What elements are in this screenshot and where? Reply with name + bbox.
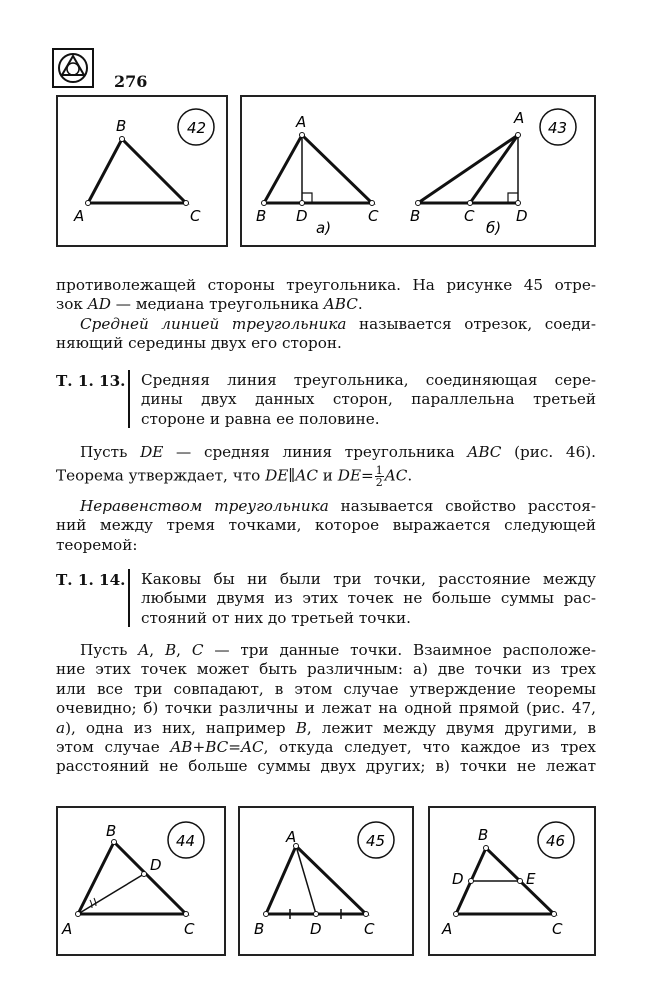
label-a: A [296, 113, 307, 131]
figure-45-drawing [238, 806, 414, 956]
label-d: D [516, 207, 528, 225]
text-line: стояний от них до третьей точки. [141, 608, 411, 627]
text-line: Каковы бы ни были три точки, расстояние между [141, 570, 596, 588]
text-line: теоремой: [56, 535, 138, 554]
figure-43-drawing [240, 95, 596, 247]
theorem-divider [128, 370, 130, 428]
label-c: C [184, 920, 195, 938]
label-b: B [256, 207, 267, 225]
text-line: этом случае AB+BC=AC, откуда следует, что каждое из трех [56, 738, 596, 757]
text-line: ние этих точек может быть различным: а) две точки из трех [56, 660, 596, 679]
figure-42-number: 42 [187, 119, 207, 137]
text-line: противолежащей стороны треугольника. На рисунке 45 отре- [56, 276, 596, 294]
text-line: Неравенством треугольника называется свойство расстоя- [80, 497, 596, 515]
figure-42-drawing [56, 95, 228, 247]
label-e: E [526, 870, 536, 888]
theorem-label: Т. 1. 13. [56, 372, 126, 390]
label-b: B [254, 920, 265, 938]
text-line: любыми двумя из этих точек не больше суммы рас- [141, 589, 596, 608]
label-d: D [150, 856, 162, 874]
triangle-circle-logo-icon [52, 48, 94, 88]
label-a: A [74, 207, 85, 225]
figure-45-number: 45 [366, 832, 386, 850]
label-b: B [478, 826, 489, 844]
text-line: очевидно; б) точки различны и лежат на одной прямой (рис. 47, [56, 699, 596, 718]
figure-44-drawing [56, 806, 226, 956]
page-number: 276 [114, 72, 148, 91]
figure-44-number: 44 [176, 832, 196, 850]
label-c: C [190, 207, 201, 225]
text-line: Пусть A, B, C — три данные точки. Взаимное расположе- [80, 641, 597, 659]
text-line: Пусть DE — средняя линия треугольника ABC (рис. 46). [80, 443, 597, 461]
sub-caption-b: б) [486, 219, 502, 237]
paragraph-3 [56, 443, 596, 488]
figure-43-number: 43 [548, 119, 568, 137]
label-a: A [442, 920, 453, 938]
theorem-divider [128, 569, 130, 627]
label-c: C [552, 920, 563, 938]
label-b: B [116, 117, 127, 135]
text-line: дины двух данных сторон, параллельна третьей [141, 390, 596, 409]
text-line: или все три совпадают, в этом случае утверждение теоремы [56, 679, 596, 698]
paragraph-4 [56, 497, 596, 555]
figure-46-number: 46 [546, 832, 566, 850]
text-line: а), одна из них, например B, лежит между двумя другими, в [56, 718, 596, 737]
label-b: B [410, 207, 421, 225]
text-line: ний между тремя точками, которое выражается следующей [56, 516, 596, 535]
text-line: стороне и равна ее половине. [141, 409, 380, 428]
label-a: A [286, 828, 297, 846]
figure-46-drawing [428, 806, 596, 956]
label-a: A [62, 920, 73, 938]
paragraph-2 [56, 315, 596, 354]
label-d: D [310, 920, 322, 938]
label-c: C [368, 207, 379, 225]
label-c: C [464, 207, 475, 225]
sub-caption-a: а) [316, 219, 332, 237]
text-line: Средней линией треугольника называется отрезок, соеди- [80, 315, 597, 333]
paragraph-5 [56, 641, 596, 777]
theorem-text [141, 371, 596, 429]
label-c: C [364, 920, 375, 938]
label-a: A [514, 109, 525, 127]
text-line: няющий середины двух его сторон. [56, 334, 342, 353]
theorem-text [141, 570, 596, 628]
text-line: Средняя линия треугольника, соединяющая сере- [141, 371, 596, 389]
label-b: B [106, 822, 117, 840]
text-line: расстояний не больше суммы двух других; в) точки не лежат [56, 757, 596, 776]
text-line: Теорема утверждает, что DE∥AC и DE= $\frac{1}{2}$ AC. [56, 464, 413, 490]
label-d: D [452, 870, 464, 888]
paragraph-1 [56, 276, 596, 315]
text-line: зок AD — медиана треугольника ABC. [56, 295, 363, 314]
fraction-one-half: $\frac{1}{2}$ [375, 464, 383, 490]
theorem-label: Т. 1. 14. [56, 571, 126, 589]
label-d: D [296, 207, 308, 225]
